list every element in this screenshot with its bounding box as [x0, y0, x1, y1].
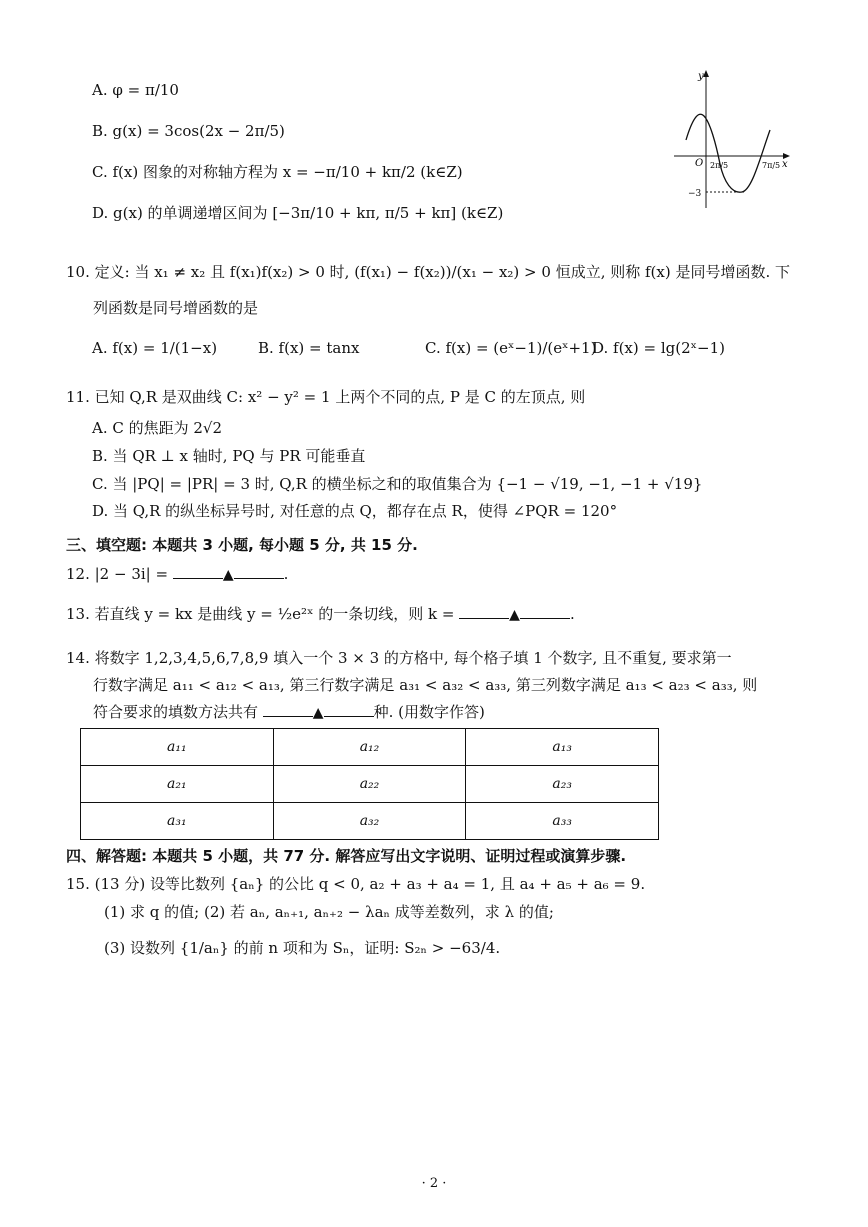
q15-part-3: (3) 设数列 {1/aₙ} 的前 n 项和为 Sₙ，证明: S₂ₙ > −63/4.	[104, 939, 501, 957]
q10-option-c: C. f(x) = (eˣ−1)/(eˣ+1)	[425, 339, 597, 357]
q14-blank-left	[263, 702, 313, 717]
q14-stem-line1: 14. 将数字 1,2,3,4,5,6,7,8,9 填入一个 3 × 3 的方格中, 每个格子填 1 个数字, 且不重复, 要求第一	[66, 649, 732, 667]
grid-cell: a₃₂	[273, 803, 466, 840]
q9-option-b: B. g(x) = 3cos(2x − 2π/5)	[92, 122, 285, 140]
q9-option-d: D. g(x) 的单调递增区间为 [−3π/10 + kπ, π/5 + kπ] (k∈Z)	[92, 204, 504, 222]
q14-stem-line3	[93, 702, 485, 723]
q11-option-b: B. 当 QR ⊥ x 轴时, PQ 与 PR 可能垂直	[92, 447, 366, 465]
q11-stem: 11. 已知 Q,R 是双曲线 C: x² − y² = 1 上两个不同的点, P 是 C 的左顶点, 则	[66, 388, 586, 406]
grid-cell: a₂₂	[273, 766, 466, 803]
q12-blank-left	[173, 564, 223, 579]
table-row	[81, 803, 659, 840]
grid-cell: a₂₃	[466, 766, 659, 803]
q9-cosine-graph	[668, 68, 792, 210]
grid-cell: a₃₃	[466, 803, 659, 840]
q10-option-d: D. f(x) = lg(2ˣ−1)	[592, 339, 725, 357]
page-number: · 2 ·	[421, 1176, 447, 1191]
q11-option-a: A. C 的焦距为 2√2	[92, 419, 223, 437]
q13-marker: ▲	[509, 607, 520, 623]
q14-prefix: 符合要求的填数方法共有	[93, 703, 259, 721]
q12-blank-right	[234, 564, 284, 579]
table-row	[81, 766, 659, 803]
q10-stem-line1: 10. 定义: 当 x₁ ≠ x₂ 且 f(x₁)f(x₂) > 0 时, (f(x₁) − f(x₂))/(x₁ − x₂) > 0 恒成立, 则称 f(x) 是同号增函数. 下	[66, 263, 791, 281]
q10-stem-line2: 列函数是同号增函数的是	[93, 299, 259, 317]
q11-option-d: D. 当 Q,R 的纵坐标异号时, 对任意的点 Q，都存在点 R，使得 ∠PQR = 120°	[92, 502, 618, 520]
q9-option-c: C. f(x) 图象的对称轴方程为 x = −π/10 + kπ/2 (k∈Z)	[92, 163, 463, 181]
q13-blank-right	[520, 604, 570, 619]
q13-blank-left	[459, 604, 509, 619]
grid-cell: a₁₁	[81, 729, 274, 766]
q13-suffix: .	[569, 605, 575, 623]
grid-cell: a₃₁	[81, 803, 274, 840]
section-4-heading: 四、解答题: 本题共 5 小题，共 77 分. 解答应写出文字说明、证明过程或演算步骤.	[66, 847, 627, 865]
q15-stem: 15. (13 分) 设等比数列 {aₙ} 的公比 q < 0, a₂ + a₃ + a₄ = 1, 且 a₄ + a₅ + a₆ = 9.	[66, 875, 646, 893]
grid-cell: a₁₃	[466, 729, 659, 766]
q12-line	[66, 564, 288, 585]
q10-option-b: B. f(x) = tanx	[258, 339, 360, 357]
q9-option-a: A. φ = π/10	[92, 81, 179, 99]
q12-prefix: 12. |2 − 3i| =	[66, 565, 169, 583]
q14-marker: ▲	[312, 705, 324, 721]
graph-x-label: x	[782, 159, 788, 170]
q10-option-a: A. f(x) = 1/(1−x)	[92, 339, 218, 357]
q14-blank-right	[324, 702, 374, 717]
graph-tick-7pi5: 7π/5	[762, 161, 781, 170]
grid-cell: a₂₁	[81, 766, 274, 803]
graph-tick-2pi5: 2π/5	[710, 161, 729, 170]
graph-origin-label: O	[695, 158, 704, 169]
graph-y-label: y	[698, 71, 704, 82]
table-row	[81, 729, 659, 766]
q12-marker: ▲	[222, 567, 234, 583]
q12-suffix: .	[283, 565, 289, 583]
grid-cell: a₁₂	[273, 729, 466, 766]
q14-stem-line2: 行数字满足 a₁₁ < a₁₂ < a₁₃, 第三行数字满足 a₃₁ < a₃₂ < a₃₃, 第三列数字满足 a₁₃ < a₂₃ < a₃₃, 则	[93, 676, 758, 694]
q15-parts-1-2: (1) 求 q 的值; (2) 若 aₙ, aₙ₊₁, aₙ₊₂ − λaₙ 成等差数列，求 λ 的值;	[104, 903, 554, 921]
q11-option-c: C. 当 |PQ| = |PR| = 3 时, Q,R 的横坐标之和的取值集合为 {−1 − √19, −1, −1 + √19}	[92, 475, 703, 493]
q13-prefix: 13. 若直线 y = kx 是曲线 y = ½e²ˣ 的一条切线，则 k =	[66, 605, 455, 623]
q14-grid-table	[80, 728, 659, 840]
graph-min-label: −3	[688, 189, 702, 199]
q13-line	[66, 604, 575, 625]
section-3-heading: 三、填空题: 本题共 3 小题, 每小题 5 分, 共 15 分.	[66, 536, 418, 554]
q14-suffix: 种. (用数字作答)	[373, 703, 485, 721]
